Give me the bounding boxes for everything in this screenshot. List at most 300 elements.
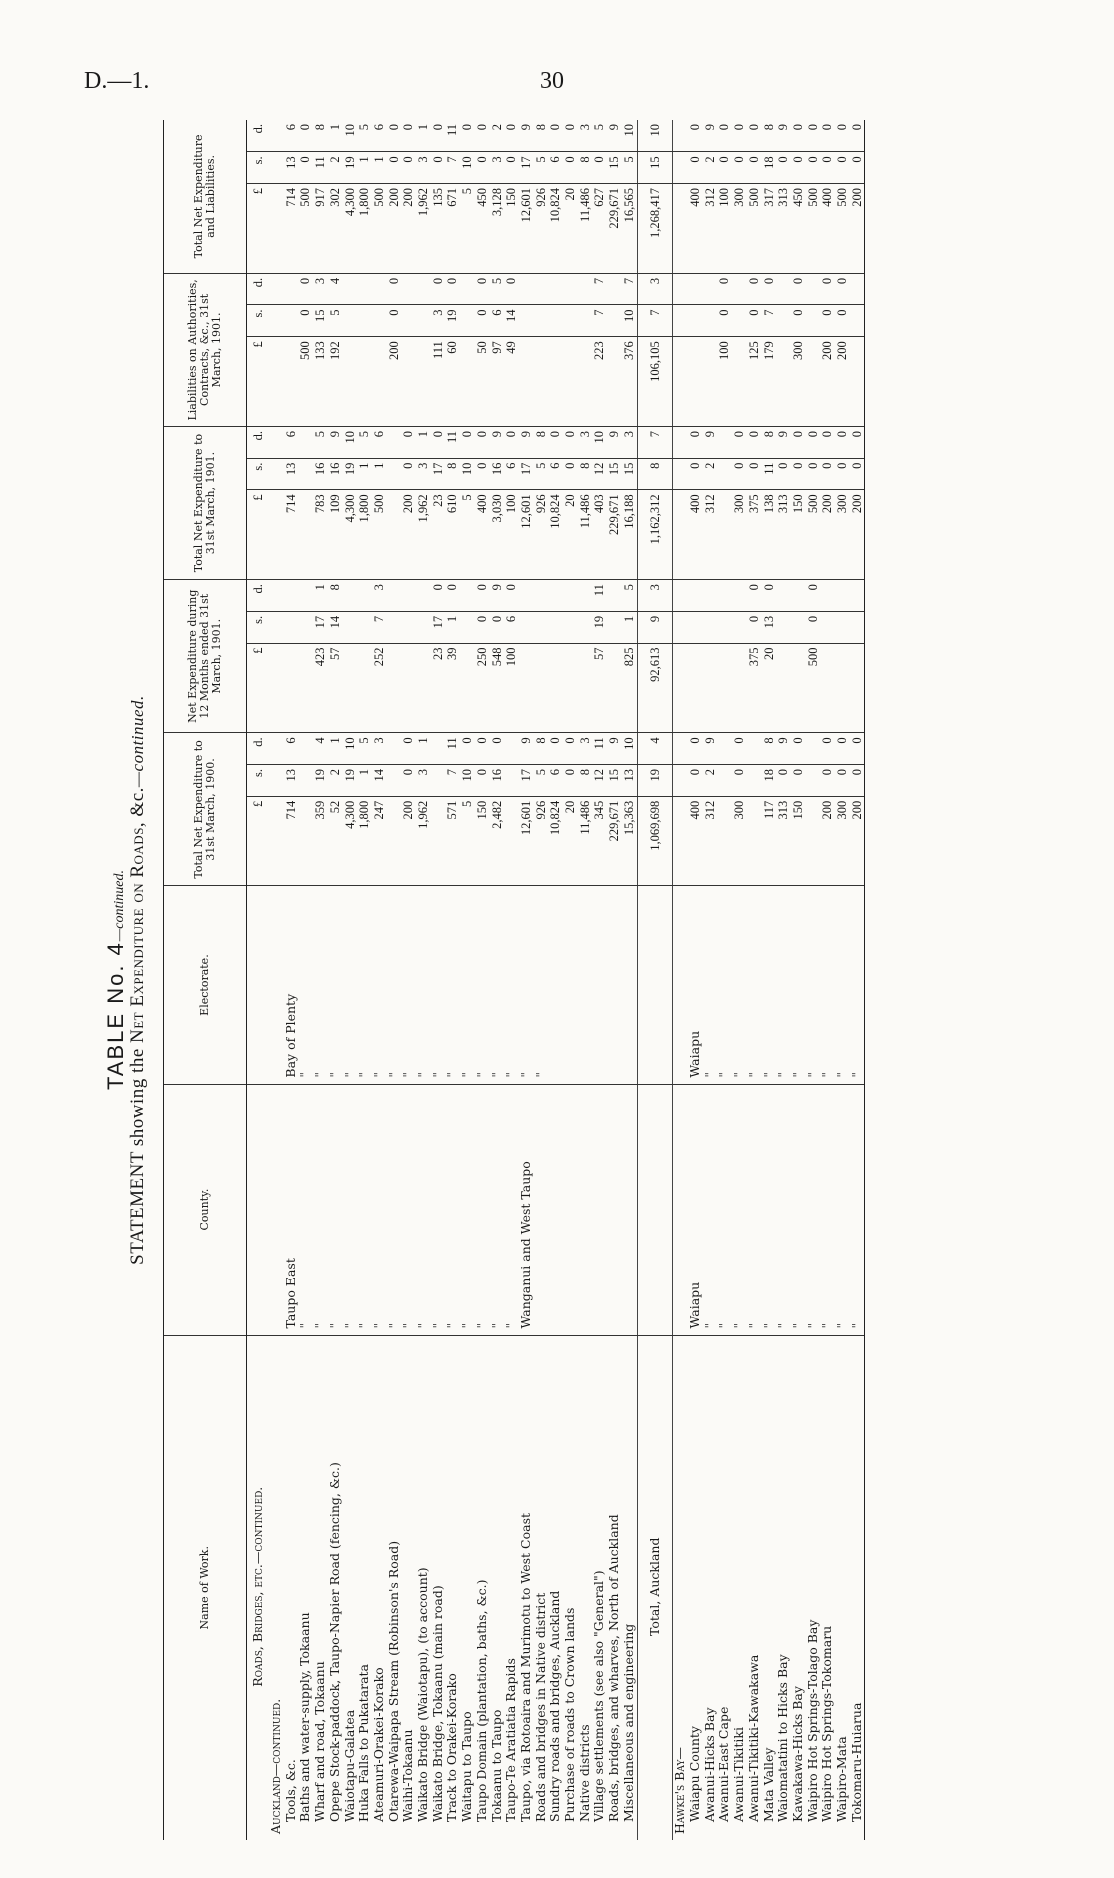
- table-row: [401, 120, 416, 1840]
- electorate-cell: ": [747, 886, 762, 1084]
- c1-pounds: 15,363: [622, 796, 637, 886]
- c5-pounds: 150: [504, 184, 519, 274]
- c2-pounds: [835, 643, 850, 733]
- c1-shillings: 2: [703, 765, 718, 797]
- c1-pounds: 359: [313, 796, 328, 886]
- c5-shillings: 5: [534, 152, 549, 184]
- work-name: Awanui-Tikitiki-Kawakawa: [745, 1654, 761, 1822]
- c1-pence: [431, 733, 446, 765]
- c2-pence: [548, 580, 563, 612]
- c1-pence: [298, 733, 313, 765]
- table-row: [776, 120, 791, 1840]
- c2-pounds: [548, 643, 563, 733]
- c3-pounds: 610: [445, 490, 460, 580]
- c2-shillings: 17: [431, 611, 446, 643]
- c1-pounds: [504, 796, 519, 886]
- c1-shillings: 8: [578, 765, 593, 797]
- c5-pence: 5: [592, 120, 607, 152]
- unit-shillings: s.: [247, 765, 270, 797]
- table-row: [284, 120, 299, 1840]
- work-name: Village settlements (see also "General"): [591, 1570, 607, 1822]
- c3-pounds: [298, 490, 313, 580]
- work-name: Track to Orakei-Korako: [444, 1673, 460, 1822]
- c1-pence: 0: [732, 733, 747, 765]
- c4-shillings: 5: [328, 305, 343, 337]
- c2-pence: 0: [747, 580, 762, 612]
- c2-pence: [850, 580, 865, 612]
- c2-shillings: [284, 611, 299, 643]
- c1-pounds: 150: [475, 796, 490, 886]
- c2-pence: [688, 580, 703, 612]
- electorate-cell: [563, 886, 578, 1084]
- col-liabilities: Liabilities on Authorities, Contracts, &c., 31st March, 1901.: [164, 273, 247, 426]
- work-name: Taupo-Te Aratiatia Rapids: [503, 1658, 519, 1822]
- c3-pence: 0: [401, 426, 416, 458]
- c4-pounds: 111: [431, 337, 446, 427]
- c5-pounds: 20: [563, 184, 578, 274]
- c2-shillings: 0: [747, 611, 762, 643]
- c3-pence: 0: [548, 426, 563, 458]
- c3-shillings: 0: [732, 458, 747, 490]
- c3-shillings: 10: [460, 458, 475, 490]
- c4-pence: [343, 273, 358, 305]
- c3-pounds: 1,162,312: [637, 490, 673, 580]
- c1-shillings: 0: [475, 765, 490, 797]
- electorate-cell: ": [313, 886, 328, 1084]
- c1-pounds: 1,069,698: [637, 796, 673, 886]
- c4-pounds: [607, 337, 622, 427]
- electorate-cell: ": [475, 886, 490, 1084]
- c3-pounds: 500: [372, 490, 387, 580]
- c1-shillings: [806, 765, 821, 797]
- c1-pence: [387, 733, 402, 765]
- c4-pence: [776, 273, 791, 305]
- c5-pounds: 100: [717, 184, 732, 274]
- c5-shillings: 17: [519, 152, 534, 184]
- c5-shillings: 1: [372, 152, 387, 184]
- section-heading-auckland: Auckland—continued.: [268, 1698, 283, 1834]
- c1-shillings: 0: [820, 765, 835, 797]
- c5-pence: 0: [298, 120, 313, 152]
- c3-shillings: 0: [688, 458, 703, 490]
- c5-pounds: 200: [387, 184, 402, 274]
- c5-pounds: 926: [534, 184, 549, 274]
- county-cell: ": [747, 1084, 762, 1335]
- c4-pence: [357, 273, 372, 305]
- c2-pounds: 252: [372, 643, 387, 733]
- c5-pence: 0: [387, 120, 402, 152]
- electorate-cell: [592, 886, 607, 1084]
- c1-shillings: 1: [357, 765, 372, 797]
- c2-pence: 0: [475, 580, 490, 612]
- c2-pounds: [717, 643, 732, 733]
- c1-pence: 11: [445, 733, 460, 765]
- c5-pence: 0: [806, 120, 821, 152]
- c3-pence: [298, 426, 313, 458]
- c1-pounds: 200: [850, 796, 865, 886]
- work-name: Taupo, via Rotoaira and Murimotu to West Coast: [517, 1512, 533, 1822]
- c1-pence: 0: [688, 733, 703, 765]
- c2-shillings: [357, 611, 372, 643]
- c1-pounds: [298, 796, 313, 886]
- c1-shillings: 0: [401, 765, 416, 797]
- c5-shillings: 3: [490, 152, 505, 184]
- c5-pence: 3: [578, 120, 593, 152]
- c5-pence: 9: [607, 120, 622, 152]
- county-cell: [534, 1084, 549, 1335]
- c5-pence: 0: [563, 120, 578, 152]
- c3-pence: 3: [622, 426, 637, 458]
- c5-pence: 8: [313, 120, 328, 152]
- c4-shillings: 0: [475, 305, 490, 337]
- c3-pence: 0: [504, 426, 519, 458]
- c2-pence: [791, 580, 806, 612]
- c4-pence: [578, 273, 593, 305]
- c2-shillings: 14: [328, 611, 343, 643]
- c2-pence: [578, 580, 593, 612]
- c4-pence: [460, 273, 475, 305]
- c1-pounds: 313: [776, 796, 791, 886]
- c1-pounds: 200: [820, 796, 835, 886]
- c4-pence: [401, 273, 416, 305]
- table-row: [490, 120, 505, 1840]
- electorate-cell: ": [343, 886, 358, 1084]
- rotated-table-region: [95, 120, 1055, 1840]
- c3-shillings: 3: [416, 458, 431, 490]
- c5-pence: 10: [637, 120, 673, 152]
- c5-shillings: 2: [703, 152, 718, 184]
- c1-pounds: [806, 796, 821, 886]
- c1-shillings: 0: [732, 765, 747, 797]
- c1-pounds: 312: [703, 796, 718, 886]
- c5-shillings: 5: [622, 152, 637, 184]
- col-electorate: Electorate.: [164, 886, 247, 1084]
- c1-pence: 0: [850, 733, 865, 765]
- table-row: [298, 120, 313, 1840]
- c4-pounds: 192: [328, 337, 343, 427]
- c3-pence: 11: [445, 426, 460, 458]
- county-cell: [563, 1084, 578, 1335]
- c4-shillings: 0: [387, 305, 402, 337]
- section-heading-roads: Roads, Bridges, etc.—continued.: [250, 1486, 265, 1687]
- c3-shillings: 0: [563, 458, 578, 490]
- c5-shillings: 0: [791, 152, 806, 184]
- c2-shillings: [820, 611, 835, 643]
- c5-pounds: 714: [284, 184, 299, 274]
- c3-pence: 0: [431, 426, 446, 458]
- empty-cell: [673, 184, 688, 274]
- c1-pence: 0: [820, 733, 835, 765]
- c5-shillings: 0: [820, 152, 835, 184]
- c1-shillings: 14: [372, 765, 387, 797]
- empty-cell: [673, 886, 688, 1084]
- c2-pounds: [387, 643, 402, 733]
- c4-pounds: 223: [592, 337, 607, 427]
- c4-pence: [534, 273, 549, 305]
- c5-pounds: 1,962: [416, 184, 431, 274]
- c2-shillings: [519, 611, 534, 643]
- c2-pounds: 23: [431, 643, 446, 733]
- table-row: [835, 120, 850, 1840]
- c5-pence: 0: [850, 120, 865, 152]
- c5-pounds: 500: [747, 184, 762, 274]
- c3-pounds: 500: [806, 490, 821, 580]
- col-county: County.: [164, 1084, 247, 1335]
- county-cell: ": [791, 1084, 806, 1335]
- c1-shillings: 0: [835, 765, 850, 797]
- c3-pounds: 10,824: [548, 490, 563, 580]
- c1-pounds: 150: [791, 796, 806, 886]
- c2-shillings: [791, 611, 806, 643]
- c5-pence: 0: [460, 120, 475, 152]
- document-id: D.—1.: [84, 68, 150, 94]
- c1-shillings: 19: [637, 765, 673, 797]
- c3-shillings: 11: [762, 458, 777, 490]
- c5-shillings: 0: [592, 152, 607, 184]
- c1-pounds: [717, 796, 732, 886]
- c5-pence: 9: [703, 120, 718, 152]
- work-name: Otarewa-Waipapa Stream (Robinson's Road): [385, 1540, 401, 1822]
- c4-pence: 0: [717, 273, 732, 305]
- c2-shillings: [776, 611, 791, 643]
- c3-pounds: 926: [534, 490, 549, 580]
- c4-pence: 0: [820, 273, 835, 305]
- c3-shillings: 13: [284, 458, 299, 490]
- c4-pounds: [357, 337, 372, 427]
- empty-cell: [673, 337, 688, 427]
- table-row: [328, 120, 343, 1840]
- c4-pounds: [460, 337, 475, 427]
- c2-shillings: [343, 611, 358, 643]
- c4-pence: 0: [504, 273, 519, 305]
- work-name: Native districts: [576, 1724, 592, 1822]
- work-name: Total, Auckland: [637, 1335, 673, 1840]
- empty-cell: [673, 765, 688, 797]
- c4-shillings: [850, 305, 865, 337]
- c3-pence: 9: [703, 426, 718, 458]
- empty-cell: [673, 643, 688, 733]
- c2-shillings: [534, 611, 549, 643]
- unit-pence: d.: [247, 273, 270, 305]
- c3-pence: 8: [762, 426, 777, 458]
- c3-shillings: 17: [519, 458, 534, 490]
- electorate-cell: Waiapu: [688, 886, 703, 1084]
- c2-pounds: [519, 643, 534, 733]
- c4-pence: 0: [835, 273, 850, 305]
- table-row: [343, 120, 358, 1840]
- c3-shillings: 0: [835, 458, 850, 490]
- table-row: [578, 120, 593, 1840]
- c3-pounds: 200: [401, 490, 416, 580]
- c2-pounds: [357, 643, 372, 733]
- empty-cell: [673, 1084, 688, 1335]
- c3-shillings: 16: [313, 458, 328, 490]
- table-row: [703, 120, 718, 1840]
- county-cell: ": [431, 1084, 446, 1335]
- col-expenditure-1901: Net Expenditure during 12 Months ended 31st March, 1901.: [164, 580, 247, 733]
- c3-shillings: 8: [445, 458, 460, 490]
- work-name: Wharf and road, Tokaanu: [312, 1661, 328, 1822]
- c4-shillings: [776, 305, 791, 337]
- c1-shillings: 7: [445, 765, 460, 797]
- c3-pounds: 312: [703, 490, 718, 580]
- c3-pounds: 100: [504, 490, 519, 580]
- c4-pounds: [401, 337, 416, 427]
- c5-pounds: 16,565: [622, 184, 637, 274]
- c3-pounds: 1,962: [416, 490, 431, 580]
- c1-shillings: 0: [563, 765, 578, 797]
- c2-shillings: [703, 611, 718, 643]
- work-name: Waipiro Hot Springs-Tolago Bay: [804, 1619, 820, 1822]
- c1-shillings: 5: [534, 765, 549, 797]
- c3-pounds: 200: [850, 490, 865, 580]
- electorate-cell: ": [835, 886, 850, 1084]
- c3-pence: 0: [850, 426, 865, 458]
- county-cell: ": [835, 1084, 850, 1335]
- c4-pence: 0: [747, 273, 762, 305]
- county-cell: [607, 1084, 622, 1335]
- work-name: Waipiro-Mata: [834, 1736, 850, 1822]
- c3-pence: 0: [747, 426, 762, 458]
- c1-pence: 9: [776, 733, 791, 765]
- c1-pounds: 10,824: [548, 796, 563, 886]
- c2-pence: [607, 580, 622, 612]
- electorate-cell: ": [850, 886, 865, 1084]
- county-cell: ": [401, 1084, 416, 1335]
- c4-shillings: [343, 305, 358, 337]
- c2-pence: 5: [622, 580, 637, 612]
- c3-pounds: 4,300: [343, 490, 358, 580]
- c5-pence: 0: [401, 120, 416, 152]
- c5-pounds: 135: [431, 184, 446, 274]
- electorate-cell: [578, 886, 593, 1084]
- c2-pounds: [820, 643, 835, 733]
- c3-pence: 0: [806, 426, 821, 458]
- c4-pounds: [534, 337, 549, 427]
- c5-pence: 9: [776, 120, 791, 152]
- c5-shillings: 6: [548, 152, 563, 184]
- c5-pence: 0: [475, 120, 490, 152]
- c4-pence: [806, 273, 821, 305]
- c5-shillings: 1: [357, 152, 372, 184]
- c3-pence: 9: [519, 426, 534, 458]
- work-name: Waiotapu-Galatea: [341, 1709, 357, 1822]
- c1-pounds: 300: [732, 796, 747, 886]
- electorate-cell: ": [732, 886, 747, 1084]
- c4-pounds: 200: [387, 337, 402, 427]
- c1-pence: 10: [622, 733, 637, 765]
- table-row: [688, 120, 703, 1840]
- electorate-cell: ": [703, 886, 718, 1084]
- c4-shillings: 7: [637, 305, 673, 337]
- c3-pence: [717, 426, 732, 458]
- c3-pounds: 20: [563, 490, 578, 580]
- table-row: [534, 120, 549, 1840]
- table-row: [732, 120, 747, 1840]
- empty-cell: [673, 796, 688, 886]
- county-cell: ": [850, 1084, 865, 1335]
- c1-pence: 10: [343, 733, 358, 765]
- c4-shillings: 6: [490, 305, 505, 337]
- work-name: Awanui-Tikitiki: [731, 1727, 747, 1822]
- c5-pence: 0: [732, 120, 747, 152]
- c4-pence: [732, 273, 747, 305]
- county-cell: [592, 1084, 607, 1335]
- c3-shillings: 1: [357, 458, 372, 490]
- electorate-cell: ": [820, 886, 835, 1084]
- county-cell: ": [703, 1084, 718, 1335]
- c2-pounds: [732, 643, 747, 733]
- c2-pounds: 100: [504, 643, 519, 733]
- c4-pounds: [850, 337, 865, 427]
- c1-shillings: 0: [850, 765, 865, 797]
- work-name: Ateamuri-Orakei-Korako: [370, 1667, 386, 1822]
- table-body: [247, 120, 865, 1840]
- c3-pence: 0: [835, 426, 850, 458]
- c2-shillings: 6: [504, 611, 519, 643]
- empty-cell: [673, 733, 688, 765]
- empty-cell: [673, 458, 688, 490]
- c4-pounds: [776, 337, 791, 427]
- c1-shillings: 17: [519, 765, 534, 797]
- c3-shillings: 6: [548, 458, 563, 490]
- c3-shillings: 16: [490, 458, 505, 490]
- c2-pounds: [607, 643, 622, 733]
- c3-pounds: 12,601: [519, 490, 534, 580]
- table-row: [717, 120, 732, 1840]
- c3-pence: 5: [313, 426, 328, 458]
- c2-shillings: [401, 611, 416, 643]
- c5-shillings: 2: [328, 152, 343, 184]
- c4-pounds: 60: [445, 337, 460, 427]
- county-cell: ": [820, 1084, 835, 1335]
- c2-pounds: 92,613: [637, 643, 673, 733]
- c4-pounds: [284, 337, 299, 427]
- c4-shillings: [578, 305, 593, 337]
- table-row: [791, 120, 806, 1840]
- c4-pence: 0: [431, 273, 446, 305]
- c1-pounds: [431, 796, 446, 886]
- c1-pence: 3: [578, 733, 593, 765]
- county-cell: Wanganui and West Taupo: [519, 1084, 534, 1335]
- c5-pounds: 400: [688, 184, 703, 274]
- c5-shillings: 0: [732, 152, 747, 184]
- c1-shillings: [298, 765, 313, 797]
- c5-shillings: 18: [762, 152, 777, 184]
- c2-pounds: [850, 643, 865, 733]
- c1-shillings: 12: [592, 765, 607, 797]
- c2-shillings: 17: [313, 611, 328, 643]
- c5-pounds: 12,601: [519, 184, 534, 274]
- c2-shillings: 13: [762, 611, 777, 643]
- c2-pence: [820, 580, 835, 612]
- c4-pence: [416, 273, 431, 305]
- unit-pounds: £: [247, 337, 270, 427]
- table-row: [504, 120, 519, 1840]
- work-name: Tokomaru-Huiarua: [850, 1335, 865, 1840]
- county-cell: [548, 1084, 563, 1335]
- c5-pounds: 500: [372, 184, 387, 274]
- c3-pence: 10: [592, 426, 607, 458]
- work-name: Miscellaneous and engineering: [620, 1623, 636, 1822]
- work-name: Opepe Stock-paddock, Taupo-Napier Road (fencing, &c.): [326, 1462, 342, 1822]
- empty-cell: [673, 426, 688, 458]
- c2-pounds: 375: [747, 643, 762, 733]
- c4-pounds: 200: [820, 337, 835, 427]
- c3-shillings: 0: [776, 458, 791, 490]
- c3-shillings: 8: [578, 458, 593, 490]
- c5-pounds: 5: [460, 184, 475, 274]
